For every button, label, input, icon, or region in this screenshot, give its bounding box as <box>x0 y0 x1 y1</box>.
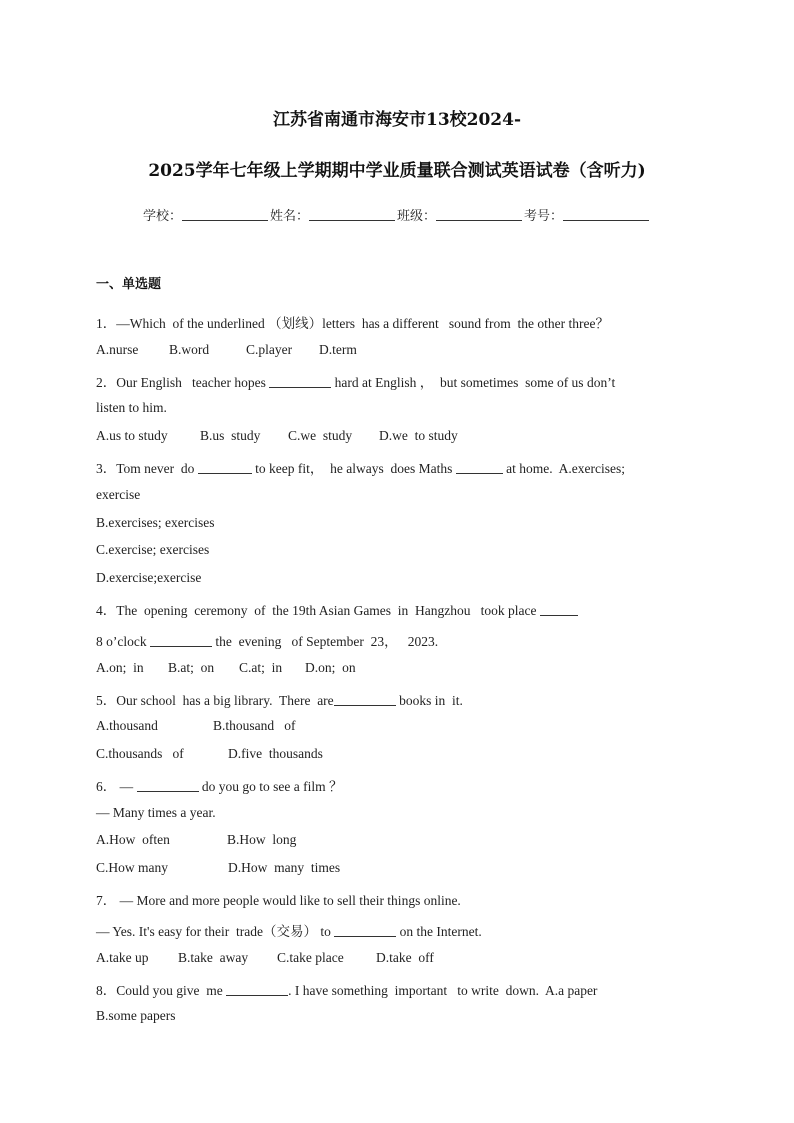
question-8-pre: 8．Could you give me <box>96 983 227 998</box>
question-4-options <box>96 660 356 676</box>
option-b: B.take away <box>178 950 249 965</box>
question-2-pre: 2．Our English teacher hopes <box>96 375 270 390</box>
question-7-reply-pre: — Yes. It's easy for their trade（交易） to <box>96 924 335 939</box>
answer-blank <box>334 694 396 706</box>
option-a: A.How often <box>96 832 170 847</box>
answer-blank <box>226 984 288 996</box>
option-b: B.word <box>169 342 210 357</box>
question-5-pre: 5．Our school has a big library. There are <box>96 693 334 708</box>
option-c: C.take place <box>277 950 344 965</box>
question-2 <box>96 371 615 391</box>
question-5-post: books in it. <box>395 693 463 708</box>
option-b: B.thousand of <box>213 718 296 733</box>
question-7-reply <box>96 920 482 940</box>
option-b: B.us study <box>200 428 261 443</box>
answer-blank <box>269 376 331 388</box>
option-b: B.at; on <box>168 660 215 675</box>
option-b: B.How long <box>227 832 297 847</box>
question-4-pre: 4．The opening ceremony of the 19th Asian Games in Hangzhou took place <box>96 603 540 618</box>
exam-title-line-1: 江苏省南通市海安市13校2024- <box>272 110 522 130</box>
question-6-post: do you go to see a film ？ <box>198 779 343 794</box>
question-3-option-b: B.exercises; exercises <box>96 515 215 530</box>
name-label: 姓名： <box>269 209 309 224</box>
option-d: D.term <box>319 342 357 357</box>
answer-blank <box>540 604 578 616</box>
answer-blank <box>334 925 396 937</box>
option-d: D.on; on <box>305 660 356 675</box>
question-8 <box>96 979 597 999</box>
exam-title-line-2: 2025学年七年级上学期期中学业质量联合测试英语试卷（含听力) <box>148 161 646 181</box>
question-3-option-d: D.exercise;exercise <box>96 570 202 585</box>
option-a: A.take up <box>96 950 149 965</box>
option-d: D.we to study <box>379 428 458 443</box>
question-4-cont-post: the evening of September 23， 2023. <box>211 634 439 649</box>
student-info-row <box>0 205 794 224</box>
question-4-cont-pre: 8 o’clock <box>96 634 150 649</box>
question-6-pre: 6． — <box>96 779 137 794</box>
question-3-option-c: C.exercise; exercises <box>96 542 210 557</box>
school-blank[interactable] <box>182 208 268 221</box>
question-3 <box>96 457 625 477</box>
number-label: 考号： <box>524 209 564 224</box>
question-3-mid: to keep fit， he always does Maths <box>251 461 456 476</box>
question-2-options <box>96 428 458 444</box>
class-label: 班级： <box>397 209 437 224</box>
question-3-pre: 3．Tom never do <box>96 461 198 476</box>
question-2-continued: listen to him. <box>96 400 167 415</box>
option-c: C.at; in <box>239 660 283 675</box>
question-2-post: hard at English ， but sometimes some of us don’t <box>331 375 616 390</box>
question-1-options <box>96 342 357 358</box>
answer-blank <box>198 462 252 474</box>
question-5-options-ab <box>96 718 296 734</box>
option-c: C.How many <box>96 860 168 875</box>
question-3-post: at home. A.exercises; <box>502 461 625 476</box>
question-7-reply-post: on the Internet. <box>396 924 482 939</box>
option-d: D.How many times <box>228 860 341 875</box>
question-6-options-cd <box>96 860 340 876</box>
option-d: D.take off <box>376 950 434 965</box>
question-5 <box>96 689 463 709</box>
question-1 <box>96 312 609 332</box>
school-label: 学校： <box>142 209 182 224</box>
option-a: A.nurse <box>96 342 139 357</box>
question-6-answer: — Many times a year. <box>96 805 216 820</box>
answer-blank <box>150 635 212 647</box>
answer-blank <box>456 462 503 474</box>
question-5-options-cd <box>96 746 323 762</box>
question-8-option-b: B.some papers <box>96 1008 176 1023</box>
option-c: C.player <box>246 342 293 357</box>
name-blank[interactable] <box>309 208 395 221</box>
option-a: A.on; in <box>96 660 144 675</box>
option-a: A.us to study <box>96 428 168 443</box>
class-blank[interactable] <box>436 208 522 221</box>
question-6-options-ab <box>96 832 296 848</box>
option-c: C.thousands of <box>96 746 184 761</box>
question-4 <box>96 599 578 619</box>
question-8-post: . I have something important to write down. A.a paper <box>288 983 598 998</box>
question-1-text: 1．—Which of the underlined （划线）letters has a different sound from the other three？ <box>96 316 609 331</box>
question-3-continued: exercise <box>96 487 141 502</box>
option-a: A.thousand <box>96 718 158 733</box>
question-7: 7． — More and more people would like to sell their things online. <box>96 893 461 908</box>
option-c: C.we study <box>288 428 353 443</box>
question-6 <box>96 775 342 795</box>
question-4-continued <box>96 630 438 650</box>
section-heading: 一、单选题 <box>96 277 162 292</box>
answer-blank <box>137 780 199 792</box>
number-blank[interactable] <box>563 208 649 221</box>
question-7-options <box>96 950 434 966</box>
option-d: D.five thousands <box>228 746 323 761</box>
